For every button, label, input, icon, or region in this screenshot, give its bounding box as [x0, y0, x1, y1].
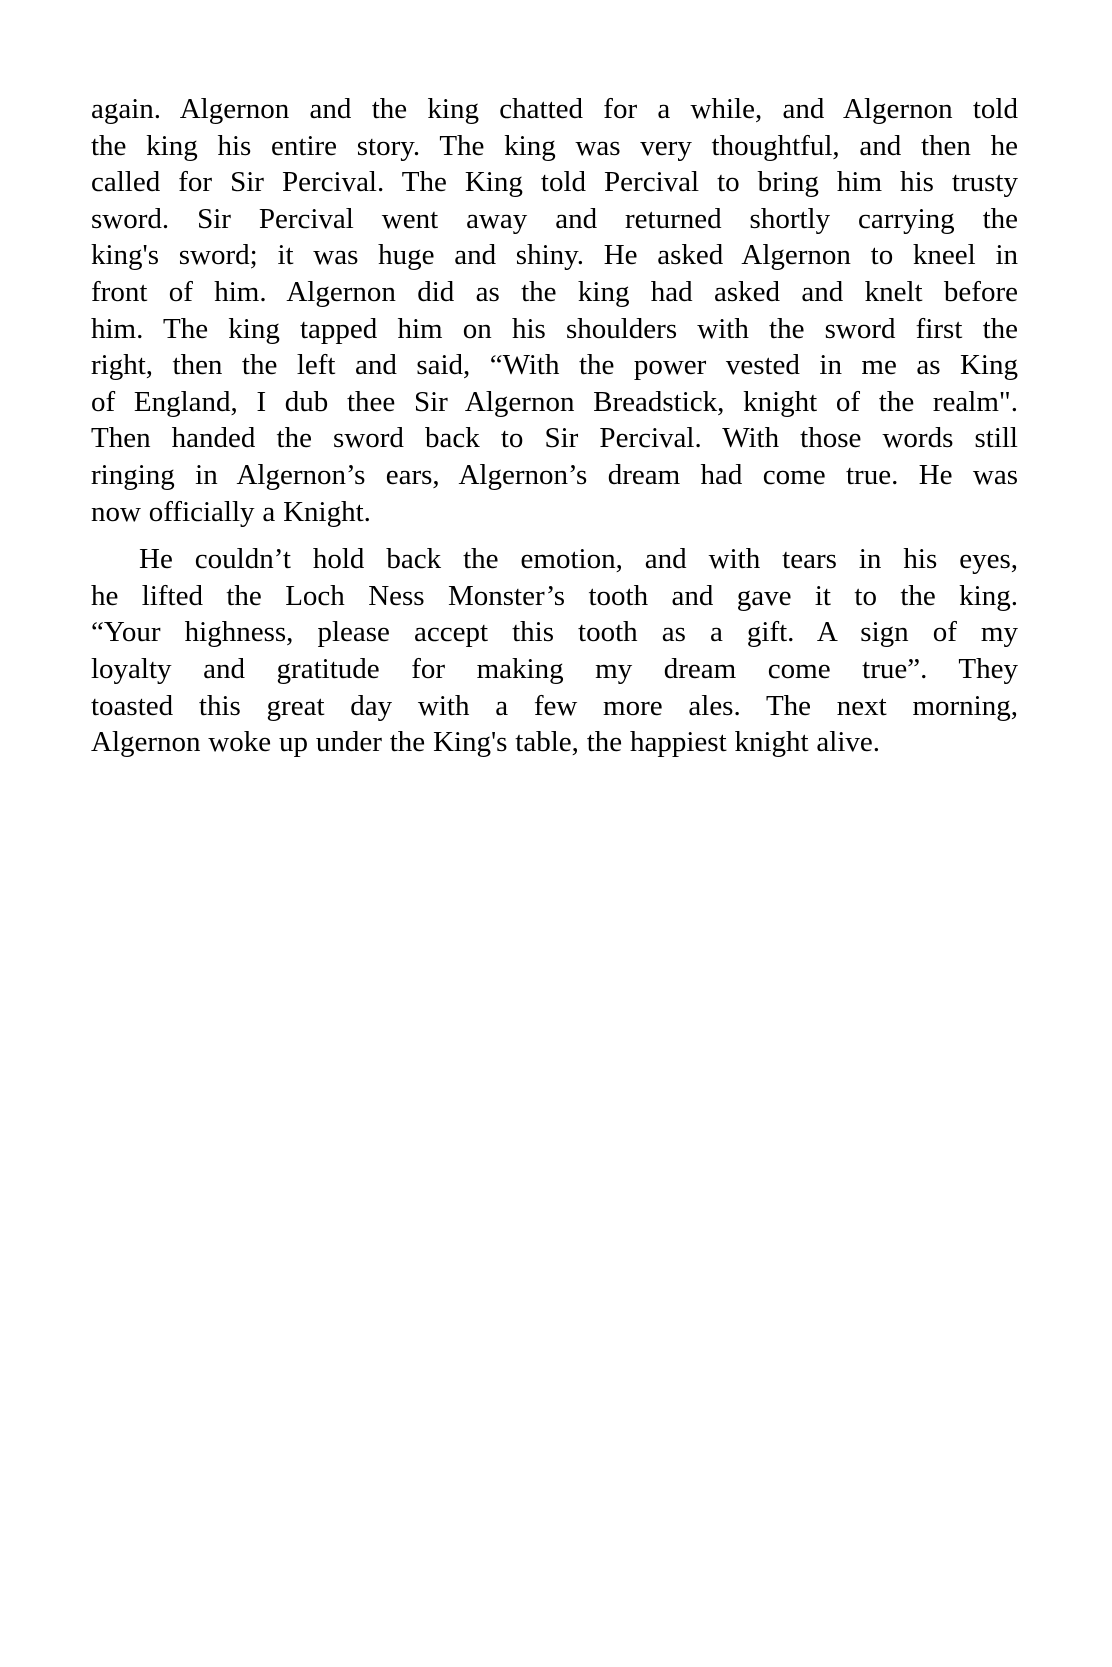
- text-line: right, then the left and said, “With the power vested in me as King: [91, 349, 1018, 382]
- paragraph: [91, 91, 1018, 530]
- text-line: he lifted the Loch Ness Monster’s tooth and gave it to the king.: [91, 579, 1018, 612]
- text-line: loyalty and gratitude for making my dream come true”. They: [91, 652, 1018, 685]
- text-line: sword. Sir Percival went away and returned shortly carrying the: [91, 202, 1018, 235]
- paragraph: [91, 541, 1018, 761]
- text-block: [91, 91, 1018, 761]
- text-line: him. The king tapped him on his shoulders with the sword first the: [91, 312, 1018, 345]
- text-line: of England, I dub thee Sir Algernon Breadstick, knight of the realm".: [91, 385, 1018, 418]
- text-line: Then handed the sword back to Sir Percival. With those words still: [91, 422, 1018, 455]
- text-line: called for Sir Percival. The King told Percival to bring him his trusty: [91, 166, 1018, 199]
- text-line: “Your highness, please accept this tooth as a gift. A sign of my: [91, 616, 1018, 649]
- text-line: He couldn’t hold back the emotion, and with tears in his eyes,: [139, 543, 1018, 576]
- text-line: Algernon woke up under the King's table, the happiest knight alive.: [91, 726, 881, 759]
- text-line: ringing in Algernon’s ears, Algernon’s dream had come true. He was: [91, 458, 1018, 491]
- text-line: front of him. Algernon did as the king had asked and knelt before: [91, 275, 1018, 308]
- text-line: now officially a Knight.: [91, 495, 371, 528]
- text-line: the king his entire story. The king was very thoughtful, and then he: [91, 129, 1018, 162]
- text-line: again. Algernon and the king chatted for a while, and Algernon told: [91, 93, 1018, 125]
- text-line: toasted this great day with a few more ales. The next morning,: [91, 689, 1018, 722]
- text-line: king's sword; it was huge and shiny. He asked Algernon to kneel in: [91, 239, 1018, 272]
